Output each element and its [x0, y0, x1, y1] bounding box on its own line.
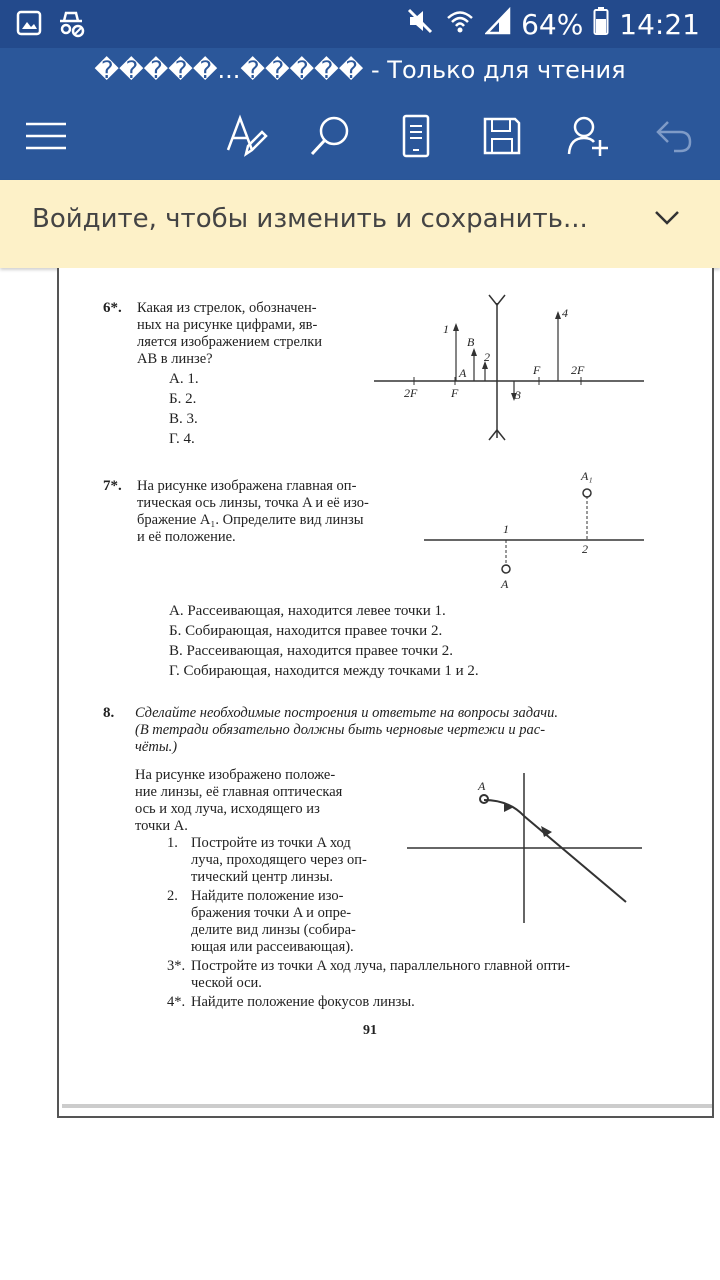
toolbar: [0, 106, 720, 166]
q8-intro-line: чёты.): [135, 739, 178, 755]
q7-option: Б. Собирающая, находится правее точки 2.: [169, 623, 443, 639]
fig-label-2f-left: 2F: [404, 386, 418, 400]
q8-task-number: 1.: [167, 835, 178, 851]
q6-option: Г. 4.: [169, 431, 195, 447]
undo-button[interactable]: [646, 110, 702, 166]
battery-icon: [593, 6, 609, 43]
q7-option: Г. Собирающая, находится между точками 1 и 2.: [169, 663, 479, 679]
q6-option: Б. 2.: [169, 391, 197, 407]
q7-number: 7*.: [103, 478, 122, 494]
q6-text-line: ных на рисунке цифрами, яв-: [137, 317, 318, 333]
document-page[interactable]: [57, 268, 714, 1118]
q8-task-line: бражения точки A и опре-: [191, 905, 352, 921]
undo-icon: [654, 118, 694, 159]
fig-label-a: A: [478, 779, 486, 793]
q8-task-line: тический центр линзы.: [191, 869, 334, 885]
save-icon: [482, 116, 522, 161]
page-number: 91: [363, 1023, 377, 1038]
q8-task-line: луча, проходящего через оп-: [191, 852, 367, 868]
status-bar: [0, 0, 720, 48]
sign-in-message: Войдите, чтобы изменить и сохранить...: [32, 204, 588, 234]
fig-label-3: 3: [515, 388, 521, 402]
q6-option: В. 3.: [169, 411, 198, 427]
page-bottom-shadow: [62, 1104, 712, 1108]
q7-option: В. Рассеивающая, находится правее точки 2.: [169, 643, 454, 659]
q8-task-line: Постройте из точки A ход луча, параллельного главной опти-: [191, 958, 571, 974]
q7-text-line: и её положение.: [137, 529, 236, 545]
q8-task-line: ческой оси.: [191, 975, 262, 991]
fig-label-a1: A₁: [581, 469, 593, 483]
q6-number: 6*.: [103, 300, 122, 316]
q6-text-line: Какая из стрелок, обозначен-: [137, 300, 317, 316]
chevron-down-icon[interactable]: [654, 210, 680, 231]
battery-percent: 64%: [521, 8, 584, 41]
q7-option: А. Рассеивающая, находится левее точки 1.: [169, 603, 446, 619]
fig-label-f-right: F: [533, 363, 541, 377]
share-button[interactable]: [560, 110, 616, 166]
menu-button[interactable]: [18, 110, 74, 166]
q8-task-line: Найдите положение изо-: [191, 888, 344, 904]
q6-lens-figure: [369, 293, 649, 443]
edit-text-button[interactable]: [218, 110, 274, 166]
q8-task-line: ющая или рассеивающая).: [191, 939, 354, 955]
q6-text-line: ляется изображением стрелки: [137, 334, 322, 350]
text-edit-icon: [224, 114, 268, 163]
q6-option: А. 1.: [169, 371, 199, 387]
add-person-icon: [566, 114, 610, 163]
fig-label-a: A: [459, 366, 467, 380]
q8-desc-line: точки A.: [135, 818, 188, 834]
q8-task-number: 2.: [167, 888, 178, 904]
q8-number: 8.: [103, 705, 115, 721]
incognito-notification-icon: [56, 10, 86, 43]
wifi-icon: [445, 6, 475, 43]
q8-task-number: 3*.: [167, 958, 186, 974]
fig-label-1: 1: [503, 522, 509, 536]
search-icon: [308, 114, 352, 163]
clock: 14:21: [619, 8, 700, 41]
q8-intro-line: Сделайте необходимые построения и ответьте на вопросы задачи.: [135, 705, 558, 721]
q8-intro-line: (В тетради обязательно должны быть черновые чертежи и рас-: [135, 722, 546, 738]
save-button[interactable]: [474, 110, 530, 166]
q7-text-line: тическая ось линзы, точка A и её изо-: [137, 495, 369, 511]
fig-label-b: B: [467, 335, 475, 349]
q7-axis-figure: [419, 468, 649, 593]
fig-label-a: A: [501, 577, 509, 591]
fig-label-f-left: F: [451, 386, 459, 400]
q8-lens-ray-figure: [404, 768, 649, 928]
fig-label-4: 4: [562, 306, 568, 320]
fig-label-2: 2: [582, 542, 588, 556]
sign-in-banner[interactable]: [0, 180, 720, 268]
app-header: [0, 48, 720, 180]
gallery-notification-icon: [16, 10, 42, 43]
ray-path: [484, 800, 626, 902]
q8-desc-line: ось и ход луча, исходящего из: [135, 801, 320, 817]
signal-icon: [485, 6, 511, 43]
q6-text-line: AB в линзе?: [137, 351, 213, 367]
q8-desc-line: На рисунке изображено положе-: [135, 767, 336, 783]
mute-icon: [405, 6, 435, 43]
q8-task-line: делите вид линзы (собира-: [191, 922, 356, 938]
search-button[interactable]: [302, 110, 358, 166]
point-a1: [583, 489, 591, 497]
q8-desc-line: ние линзы, её главная оптическая: [135, 784, 343, 800]
fig-label-2f-right: 2F: [571, 363, 585, 377]
q8-task-number: 4*.: [167, 994, 186, 1010]
fig-label-1: 1: [443, 322, 449, 336]
q7-text-line: бражение A₁. Определите вид линзы: [137, 512, 364, 528]
mobile-view-icon: [401, 114, 431, 163]
point-a: [502, 565, 510, 573]
q8-task-line: Постройте из точки A ход: [191, 835, 351, 851]
reading-view-button[interactable]: [388, 110, 444, 166]
hamburger-icon: [24, 121, 68, 156]
document-title: �����...����� - Только для чтения: [94, 56, 626, 84]
q8-task-line: Найдите положение фокусов линзы.: [191, 994, 415, 1010]
q7-text-line: На рисунке изображена главная оп-: [137, 478, 357, 494]
fig-label-2: 2: [484, 350, 490, 364]
